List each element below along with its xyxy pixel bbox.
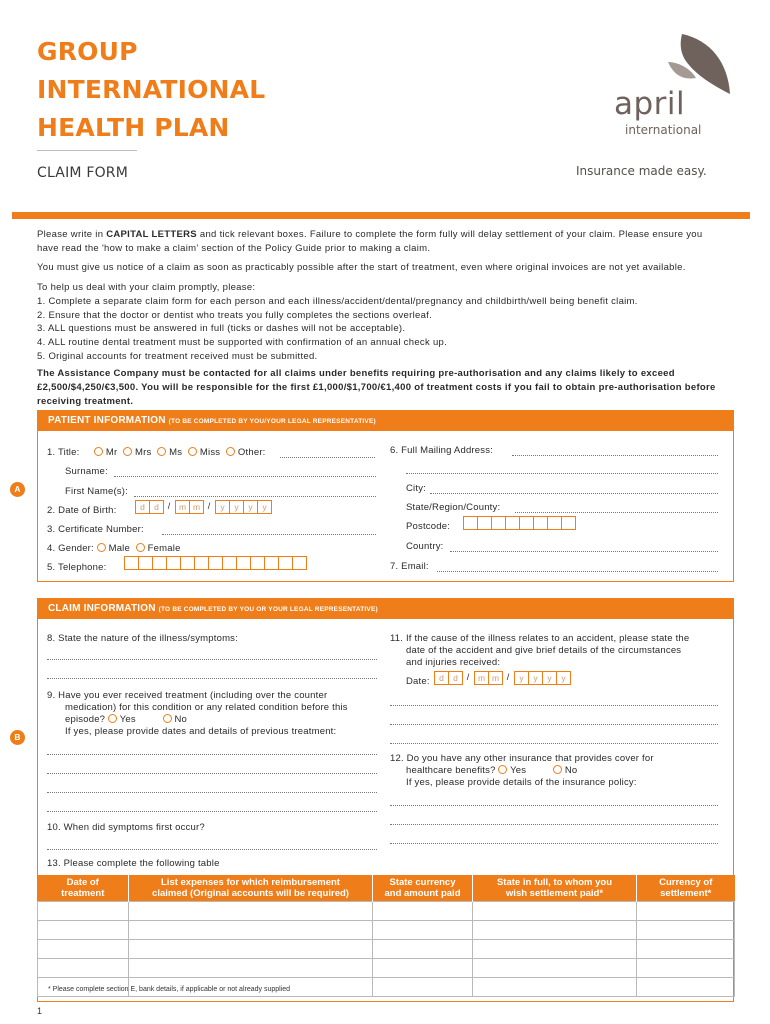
table-cell[interactable]	[637, 901, 735, 920]
q9-field-3[interactable]	[47, 792, 377, 793]
header-line: List expenses for which reimbursement	[161, 876, 340, 888]
header-line: State in full, to whom you	[496, 876, 613, 888]
help-title: To help us deal with your claim promptly, please:	[37, 282, 256, 294]
page-title	[37, 33, 265, 147]
address-field-2[interactable]	[406, 473, 718, 474]
dob-year-box[interactable]: y	[215, 500, 230, 514]
claim-information-heading	[38, 599, 733, 619]
logo-subtitle: international	[625, 123, 702, 137]
certificate-field[interactable]	[162, 534, 376, 535]
q12-line-1: 12. Do you have any other insurance that provides cover for	[390, 753, 654, 764]
title-mrs-label: Mrs	[135, 447, 152, 458]
q9-field-4[interactable]	[47, 811, 377, 812]
logo-wordmark: april	[614, 86, 686, 122]
table-cell[interactable]	[473, 939, 637, 958]
q9-yes-radio[interactable]	[108, 714, 117, 723]
help-item: 1. Complete a separate claim form for each person and each illness/accident/dental/pregnancy and childbirth/well being benefit claim.	[37, 295, 638, 307]
q9-line-4: If yes, please provide dates and details of previous treatment:	[65, 726, 337, 737]
postcode-box[interactable]	[505, 516, 520, 530]
telephone-label: 5. Telephone:	[47, 562, 107, 573]
q11-field-3[interactable]	[390, 743, 718, 744]
header-line: settlement*	[660, 887, 712, 899]
q12-field-2[interactable]	[390, 824, 718, 825]
date-separator: /	[167, 501, 171, 511]
table-cell[interactable]	[373, 901, 473, 920]
intro-paragraph-2: You must give us notice of a claim as soon as practicably possible after the start of treatment, even where original invoices are not yet available.	[37, 262, 686, 274]
date-separator: /	[207, 501, 211, 511]
q12-no-label: No	[564, 765, 578, 776]
q11-field-2[interactable]	[390, 724, 718, 725]
dob-year-box[interactable]: y	[243, 500, 258, 514]
table-footnote: * Please complete section E, bank details, if applicable or not already supplied	[48, 986, 291, 993]
telephone-box[interactable]	[166, 556, 181, 570]
address-field-1[interactable]	[512, 455, 718, 456]
table-cell[interactable]	[473, 920, 637, 939]
telephone-box[interactable]	[180, 556, 195, 570]
col-expenses	[129, 875, 373, 901]
claim-heading-sub: (TO BE COMPLETED BY YOU OR YOUR LEGAL REPRESENTATIVE)	[158, 606, 378, 613]
q8-field-1[interactable]	[47, 659, 377, 660]
telephone-boxes[interactable]	[124, 556, 306, 570]
telephone-box[interactable]	[236, 556, 251, 570]
q11-line-1: 11. If the cause of the illness relates to an accident, please state the	[390, 633, 690, 644]
postcode-label: Postcode:	[406, 521, 451, 532]
postcode-box[interactable]	[463, 516, 478, 530]
q12-line-2	[406, 765, 577, 777]
title-label: 1. Title:	[47, 447, 80, 458]
claim-form-title: CLAIM FORM	[37, 165, 129, 181]
telephone-box[interactable]	[264, 556, 279, 570]
header-divider-bar	[12, 212, 750, 219]
q12-no-radio[interactable]	[553, 765, 562, 774]
header-line: Date of	[66, 876, 99, 888]
april-logo	[600, 32, 732, 142]
date-separator: /	[506, 672, 510, 682]
help-item: 5. Original accounts for treatment received must be submitted.	[37, 350, 318, 362]
table-cell[interactable]	[129, 939, 373, 958]
postcode-box[interactable]	[519, 516, 534, 530]
table-cell[interactable]	[129, 920, 373, 939]
dob-day-box[interactable]: d	[149, 500, 164, 514]
telephone-box[interactable]	[208, 556, 223, 570]
title-line-3: HEALTH PLAN	[37, 113, 230, 142]
address-label: 6. Full Mailing Address:	[390, 445, 494, 456]
patient-heading-text: PATIENT INFORMATION	[48, 415, 166, 426]
gender-male-label: Male	[108, 543, 130, 554]
table-cell[interactable]	[473, 901, 637, 920]
expenses-table-header	[38, 875, 735, 901]
title-other-label: Other:	[237, 447, 266, 458]
title-ms-label: Ms	[169, 447, 183, 458]
table-cell[interactable]	[473, 977, 637, 996]
q9-yes-label: Yes	[119, 714, 136, 725]
title-other-radio[interactable]	[226, 447, 235, 456]
q11-year-box[interactable]: y	[514, 671, 529, 685]
title-mr-radio[interactable]	[94, 447, 103, 456]
col-settlement-currency	[637, 875, 735, 901]
table-cell[interactable]	[38, 939, 129, 958]
telephone-box[interactable]	[222, 556, 237, 570]
postcode-box[interactable]	[491, 516, 506, 530]
dob-year-box[interactable]: y	[257, 500, 272, 514]
table-cell[interactable]	[38, 920, 129, 939]
table-row	[38, 939, 735, 958]
page-number: 1	[37, 1006, 43, 1016]
help-item: 2. Ensure that the doctor or dentist who treats you fully completes the sections overleaf.	[37, 309, 433, 321]
table-cell[interactable]	[129, 958, 373, 977]
email-label: 7. Email:	[390, 561, 429, 572]
table-cell[interactable]	[373, 958, 473, 977]
q9-episode-text: episode?	[65, 714, 106, 725]
city-label: City:	[406, 483, 426, 494]
q11-day-box[interactable]: d	[434, 671, 449, 685]
dob-day-box[interactable]: d	[135, 500, 150, 514]
q9-line-1: 9. Have you ever received treatment (including over the counter	[47, 690, 328, 701]
q11-line-2: date of the accident and give brief details of the circumstances	[406, 645, 682, 656]
q9-field-2[interactable]	[47, 773, 377, 774]
q11-year-box[interactable]: y	[556, 671, 571, 685]
postcode-boxes[interactable]	[463, 516, 575, 530]
section-b-marker: B	[10, 730, 25, 745]
q12-field-1[interactable]	[390, 805, 718, 806]
intro-p1-bold: CAPITAL LETTERS	[106, 229, 197, 240]
intro-p1-pre: Please write in	[37, 229, 107, 240]
intro-text	[37, 228, 727, 414]
title-other-field[interactable]	[280, 457, 375, 458]
email-field[interactable]	[437, 571, 718, 572]
table-cell[interactable]	[637, 958, 735, 977]
q11-field-1[interactable]	[390, 705, 718, 706]
telephone-box[interactable]	[292, 556, 307, 570]
telephone-box[interactable]	[278, 556, 293, 570]
dob-boxes[interactable]	[135, 500, 271, 514]
q9-line-2: medication) for this condition or any related condition before this	[65, 702, 348, 713]
dob-year-box[interactable]: y	[229, 500, 244, 514]
title-miss-radio[interactable]	[188, 447, 197, 456]
col-date-of-treatment	[38, 875, 129, 901]
header-line: treatment	[61, 887, 105, 899]
table-cell[interactable]	[373, 920, 473, 939]
table-row	[38, 920, 735, 939]
date-separator: /	[466, 672, 470, 682]
section-a-marker: A	[10, 482, 25, 497]
surname-label: Surname:	[65, 466, 108, 477]
intro-p1-post: and tick relevant boxes. Failure to complete the form fully will delay settlement of your claim. Please ensure you have read the 'how to make a claim' section of the Policy Guide prior to making a claim.	[37, 229, 703, 254]
q8-label: 8. State the nature of the illness/symptoms:	[47, 633, 238, 644]
header-line: wish settlement paid*	[505, 887, 604, 899]
header-line: Currency of	[659, 876, 713, 888]
postcode-box[interactable]	[477, 516, 492, 530]
q9-line-3	[65, 714, 187, 726]
title-line-1: GROUP	[37, 37, 138, 66]
gender-male-radio[interactable]	[97, 543, 106, 552]
table-cell[interactable]	[373, 977, 473, 996]
table-cell[interactable]	[637, 977, 735, 996]
table-cell[interactable]	[38, 901, 129, 920]
title-mr-label: Mr	[105, 447, 118, 458]
q12-yes-radio[interactable]	[498, 765, 507, 774]
q11-date-boxes[interactable]	[434, 671, 570, 685]
q12-field-3[interactable]	[390, 843, 718, 844]
state-label: State/Region/County:	[406, 502, 501, 513]
title-options	[94, 447, 266, 459]
first-names-field[interactable]	[134, 496, 376, 497]
q12-yes-label: Yes	[510, 765, 527, 776]
help-item: 4. ALL routine dental treatment must be supported with confirmation of an annual check up.	[37, 336, 448, 348]
q11-month-box[interactable]: m	[488, 671, 503, 685]
q10-label: 10. When did symptoms first occur?	[47, 822, 205, 833]
q9-no-label: No	[174, 714, 188, 725]
col-settlement-payee	[473, 875, 637, 901]
telephone-box[interactable]	[138, 556, 153, 570]
postcode-box[interactable]	[561, 516, 576, 530]
q11-date-label: Date:	[406, 676, 430, 687]
table-cell[interactable]	[129, 901, 373, 920]
title-line-2: INTERNATIONAL	[37, 75, 266, 104]
q10-field[interactable]	[47, 849, 377, 850]
table-cell[interactable]	[637, 920, 735, 939]
patient-heading-sub: (TO BE COMPLETED BY YOU/YOUR LEGAL REPRESENTATIVE)	[168, 418, 376, 425]
q13-label: 13. Please complete the following table	[47, 858, 220, 869]
table-cell[interactable]	[373, 939, 473, 958]
dob-month-box[interactable]: m	[175, 500, 190, 514]
pre-authorisation-notice: The Assistance Company must be contacted for all claims under benefits requiring pre-authorisation and any claims likely to exceed £2,500/$4,250/€3,500. You will be responsible for the first £1,000/$1,700/€1,400 of treatment costs if you fail to obtain pre-authorisation before receiving treatment.	[37, 368, 716, 407]
q9-field-1[interactable]	[47, 754, 377, 755]
col-currency-amount	[373, 875, 473, 901]
first-names-label: First Name(s):	[65, 486, 128, 497]
expenses-table	[37, 875, 735, 997]
header-line: and amount paid	[384, 887, 461, 899]
postcode-box[interactable]	[533, 516, 548, 530]
telephone-box[interactable]	[194, 556, 209, 570]
header-line: State currency	[389, 876, 456, 888]
claim-heading-text: CLAIM INFORMATION	[48, 603, 156, 614]
table-cell[interactable]	[473, 958, 637, 977]
country-field[interactable]	[450, 551, 718, 552]
title-mrs-radio[interactable]	[123, 447, 132, 456]
telephone-box[interactable]	[124, 556, 139, 570]
q11-day-box[interactable]: d	[448, 671, 463, 685]
q12-line-3: If yes, please provide details of the insurance policy:	[406, 777, 637, 788]
q11-year-box[interactable]: y	[528, 671, 543, 685]
dob-month-box[interactable]: m	[189, 500, 204, 514]
header-line: claimed (Original accounts will be required)	[152, 887, 349, 899]
title-ms-radio[interactable]	[157, 447, 166, 456]
q8-field-2[interactable]	[47, 678, 377, 679]
dob-label: 2. Date of Birth:	[47, 505, 117, 516]
certificate-label: 3. Certificate Number:	[47, 524, 144, 535]
telephone-box[interactable]	[152, 556, 167, 570]
intro-paragraph-1	[37, 228, 727, 255]
gender-label	[47, 543, 181, 555]
q9-no-radio[interactable]	[163, 714, 172, 723]
title-divider	[37, 150, 137, 151]
patient-information-heading	[38, 411, 733, 431]
table-cell[interactable]	[38, 958, 129, 977]
table-row	[38, 958, 735, 977]
q11-year-box[interactable]: y	[542, 671, 557, 685]
gender-label-text: 4. Gender:	[47, 543, 94, 554]
gender-female-label: Female	[147, 543, 181, 554]
surname-field[interactable]	[114, 476, 376, 477]
table-row	[38, 901, 735, 920]
q11-month-box[interactable]: m	[474, 671, 489, 685]
gender-female-radio[interactable]	[136, 543, 145, 552]
state-field[interactable]	[515, 512, 718, 513]
country-label: Country:	[406, 541, 444, 552]
title-miss-label: Miss	[199, 447, 221, 458]
postcode-box[interactable]	[547, 516, 562, 530]
q12-question-text: healthcare benefits?	[406, 765, 496, 776]
city-field[interactable]	[430, 493, 718, 494]
tagline: Insurance made easy.	[576, 164, 707, 178]
table-cell[interactable]	[637, 939, 735, 958]
telephone-box[interactable]	[250, 556, 265, 570]
help-item: 3. ALL questions must be answered in full (ticks or dashes will not be acceptable).	[37, 323, 406, 335]
q11-line-3: and injuries received:	[406, 657, 501, 668]
